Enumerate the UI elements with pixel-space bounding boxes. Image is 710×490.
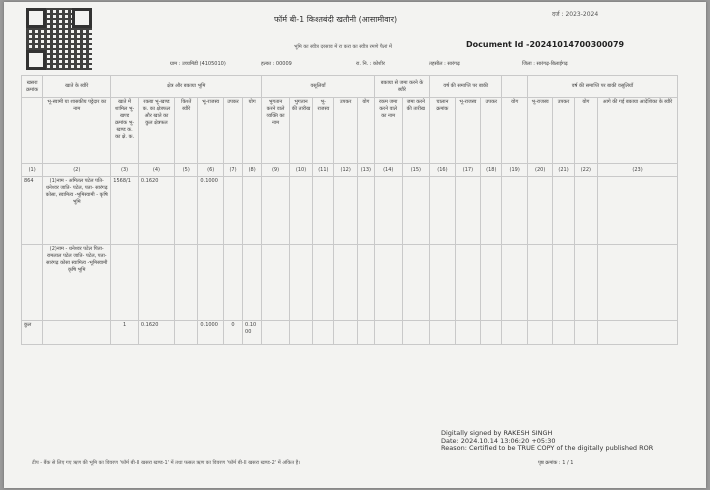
table-row	[22, 177, 678, 245]
column-number-row: (1) (2) (3) (4) (5) (6) (7) (8) (9) (10) (11) (12) (13) (14) (15) (16) (17) (18) (19) (20) (21) (22) (23)	[22, 164, 678, 177]
cell-rev: 0.1000	[198, 177, 224, 245]
total-plots: 1	[111, 321, 139, 345]
total-rev: 0.1000	[198, 321, 224, 345]
sub-khata: खाते में शामिल भू-खण्ड क्रमांक भू-खण्ड क. का क्षे. क.	[111, 98, 139, 164]
sub-cess: उपकर	[223, 98, 242, 164]
sub-r1: भू-राजस्व	[455, 98, 481, 164]
sub-owner: भू-स्वामी या शासकीय पट्टेदार का नाम	[43, 98, 111, 164]
col-account: खाते के ब्यौरे	[43, 76, 111, 98]
sub-r2: उपकर	[481, 98, 502, 164]
sub-e1: भू-राजस्व	[527, 98, 553, 164]
total-row	[22, 321, 678, 345]
col-area-group: क्षेत्र और बकाया भूमि	[111, 76, 262, 98]
col-outstanding: बकाया से जमा करने के ब्यौरे	[374, 76, 429, 98]
total-cess: 0	[223, 321, 242, 345]
col-term-group: वर्ष की समाप्ति पर बाकी	[430, 76, 502, 98]
sub-e3: योग	[574, 98, 597, 164]
sub-e2: उपकर	[553, 98, 574, 164]
halka-label: हल्का : 00009	[261, 61, 292, 67]
document-title: फॉर्म बी-1 किश्तबंदी खतौनी (आसामीवार)	[274, 15, 398, 24]
col-water-group: वसूलियाँ	[262, 76, 375, 98]
sub-kist: किश्तें ब्यौरे	[175, 98, 198, 164]
sub-cess2: उपकर	[334, 98, 357, 164]
qr-code	[26, 8, 92, 70]
tehsil-label: तहसील : सारंगढ़	[429, 61, 460, 67]
footer-note: टीप - बैंक से लिए गए ऋण की भूमि का विवरण 'फॉर्म बी-II खसरा खण्ड-1' में तथा फसल ऋण का विवरण 'फॉर्म बी-II खसरा खण्ड-2' में अंकित है।	[32, 460, 301, 466]
sub-total: योग	[243, 98, 262, 164]
document-date: दर्ज : 2023-2024	[552, 11, 599, 18]
sub-rev: भू-राजस्व	[198, 98, 224, 164]
sub-deposit: जमा करने की तारीख	[402, 98, 430, 164]
table-row	[22, 245, 678, 321]
total-label: कुल	[22, 321, 43, 345]
sub-bhu-rev: भू-राजस्व	[313, 98, 334, 164]
total-area: 0.1620	[138, 321, 174, 345]
sub-chalan: चालान क्रमांक	[430, 98, 456, 164]
village-label: ग्राम : उच्चमिंडी (4105010)	[170, 61, 226, 67]
sub-payer: भुगतान करने वाले व्यक्ति का नाम	[262, 98, 290, 164]
district-label: जिला : सारंगढ़-बिलाईगढ़	[522, 61, 568, 67]
sub-paydate: भुगतान की तारीख	[289, 98, 312, 164]
ri-label: रा. नि. : कोशीर	[356, 61, 385, 67]
document-id: Document Id -20241014700300079	[466, 40, 625, 49]
cell-plot: 1568/1	[111, 177, 139, 245]
sub-sum2: योग	[357, 98, 374, 164]
sub-area: रकबा भू-खण्ड क. का क्षेत्रफल और खाते का कुल क्षेत्रफल	[138, 98, 174, 164]
digital-signature: Digitally signed by RAKESH SINGH Date: 2024.10.14 13:06:20 +05:30 Reason: Certified to be TRUE COPY of the digitally published ROR	[441, 429, 654, 452]
sub-r3: योग	[502, 98, 528, 164]
document-page	[4, 2, 706, 488]
cell-area: 0.1620	[138, 177, 174, 245]
document-description: भूमि का स्वीत्र दरसाव में रा करा का स्वीत्र रमणे पैलां में	[294, 44, 392, 50]
page-number: पृष्ठ क्रमांक : 1 / 1	[538, 460, 574, 466]
cell-owner: (2)नाम - धनेश्वर पटेल पिता- रामलाल पटेल जाति- पटेल, पता- सारंगढ़ कोसा स्वामित्व -भूमिस्वामी कृषि भूमि	[43, 245, 111, 321]
sub-remarks: आगे की गई बकाया आदेशिका के ब्यौरे	[598, 98, 678, 164]
total-sum: 0.10 00	[243, 321, 262, 345]
sub-amount: रकम जमा करने वाले का नाम	[374, 98, 402, 164]
cell-khasra: 864	[22, 177, 43, 245]
col-end-group: वर्ष की समाप्ति पर बाकी वसूलियाँ	[527, 76, 677, 98]
cell-owner: (1)नाम - अमितल पटेल पति- धनेश्वर जाति- पटेल, पता- सारंगढ़ कोसा, स्वामित्व -भूमिस्वामी - कृषि भूमि	[43, 177, 111, 245]
col-khasra: खसरा क्रमांक	[22, 76, 43, 98]
ror-table	[21, 75, 678, 345]
